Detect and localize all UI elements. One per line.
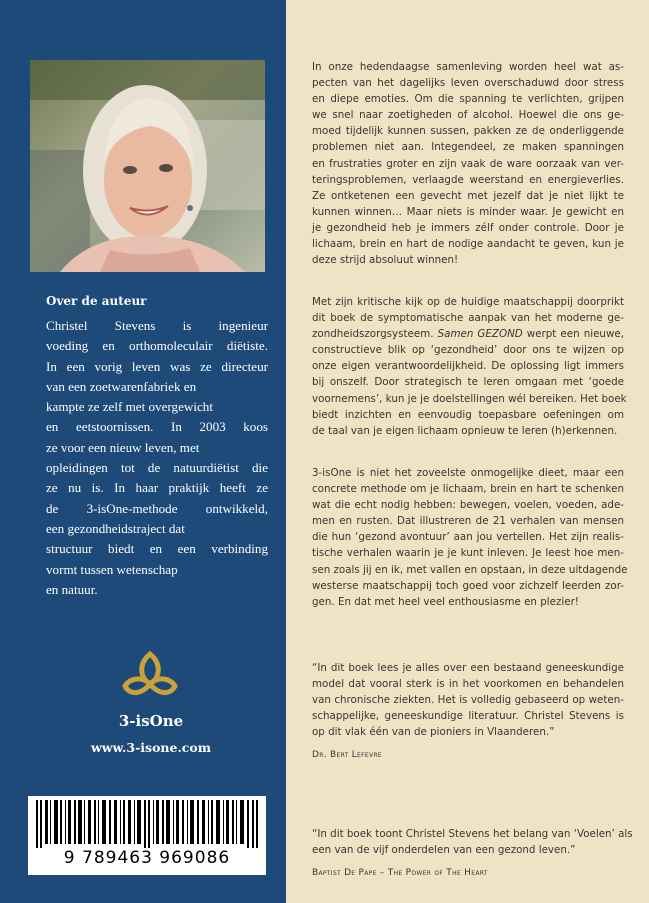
intro-paragraph	[312, 59, 624, 268]
brand-name: 3-isOne	[118, 712, 184, 730]
text-line: sen zoals jij en ik, met vallen en opstaan, in deze uitdagende	[312, 563, 628, 576]
quote-block	[312, 826, 633, 881]
text-line: de taal van je eigen lichaam opnieuw te leren (h)erkennen.	[312, 424, 618, 437]
about-line: vormt tussen wetenschap	[46, 561, 178, 577]
barcode	[28, 796, 266, 875]
website-link[interactable]: www.3-isone.com	[91, 740, 211, 755]
quote-line: van chronische ziekten. Het is volledig gebaseerd op weten-	[312, 694, 624, 707]
text-line: pecten van het dagelijks leven overschaduwd door stress	[312, 77, 624, 90]
text-line: moed tijdelijk kunnen sussen, pakken ze de onderliggende	[312, 125, 624, 138]
about-line: en natuur.	[46, 581, 98, 597]
quote-line: “In dit boek toont Christel Stevens het belang van ‘Voelen’ als	[312, 828, 633, 840]
about-line: een gezondheidstraject dat	[46, 520, 185, 536]
text-line: concrete methode om je lichaam, brein en hart te schenken	[312, 483, 624, 496]
quote-line: op dit vlak één van de pioniers in Vlaanderen.”	[312, 726, 555, 739]
text-line: onze eigen verantwoordelijkheid. De oplossing ligt immers	[312, 360, 624, 373]
quote-line: een van de vijf onderdelen van een gezond leven.”	[312, 844, 576, 857]
text-line: dit boek de symptomatische aanpak van het moderne ge-	[312, 312, 624, 325]
about-line: structuur biedt en een verbinding	[46, 541, 268, 557]
text-line: voornemens’, kun je je doelstellingen wél bereiken. Het boek	[312, 392, 627, 405]
text-line: bij onszelf. Door strategisch te leren omgaan met ‘goede	[312, 376, 624, 389]
method-paragraph	[312, 465, 628, 610]
about-line: voeding en orthomoleculair diëtiste.	[46, 338, 268, 354]
text-line: constructieve blik op ‘gezondheid’ door ons te wijzen op	[312, 344, 624, 357]
quote-line: model dat vooral sterk is in het voorkomen en behandelen	[312, 678, 624, 691]
quote-line: “In dit boek lees je alles over een bestaand geneeskundige	[312, 662, 624, 674]
quote-block	[312, 660, 624, 764]
text-segment: werpt een nieuwe,	[526, 328, 624, 341]
author-photo	[30, 60, 265, 272]
quote-attribution: Dr. Bert Lefevre	[312, 750, 382, 761]
text-line: Ze ontketenen een gevecht met jezelf dat je niet lijkt te	[312, 189, 624, 202]
about-line: ze nu is. In haar praktijk heeft ze	[46, 480, 268, 496]
text-line: men en rusten. Dat illustreren de 21 verhalen van mensen	[312, 515, 624, 528]
text-segment: zondheidszorgsysteem.	[312, 328, 434, 341]
about-line: opleidingen tot de natuurdiëtist die	[46, 460, 268, 476]
quote-attribution: Baptist De Pape – The Power of The Heart	[312, 868, 488, 879]
about-line: van een zoetwarenfabriek en	[46, 378, 197, 394]
text-line: tische verhalen waarin je je kunt inleven. Je leest hoe men-	[312, 547, 624, 560]
book-title: Samen GEZOND	[437, 328, 523, 341]
text-line: we snel naar zoetigheden of alcohol. Hoewel die ons ge-	[312, 109, 624, 122]
about-line: ze voor een nieuw leven, met	[46, 439, 200, 455]
text-line: lichaam, brein en hart de nodige aandacht te geven, kun je	[312, 238, 624, 251]
about-line: kampte ze zelf met overgewicht	[46, 399, 213, 415]
text-line: westerse maatschappij toch goed voor zichzelf leerden zor-	[312, 579, 624, 592]
three-is-one-logo	[120, 648, 180, 706]
text-line: 3-isOne is niet het zoveelste onmogelijke dieet, maar een	[312, 467, 624, 479]
isbn-number: 9 789463 969086	[63, 848, 231, 868]
text-line: die hun ‘gezond avontuur’ aan jou vertellen. Het zijn realis-	[312, 531, 624, 544]
about-line: Christel Stevens is ingenieur	[46, 318, 268, 333]
about-author-heading: Over de auteur	[46, 294, 147, 308]
text-line: teringsproblemen, verlaagde weerstand en energieverlies.	[312, 173, 624, 186]
text-line: je gezondheid heb je immers zélf onder controle. Door je	[312, 221, 624, 234]
text-line: gen. En dat met heel veel enthousiasme en plezier!	[312, 595, 579, 608]
about-line: en eetstoornissen. In 2003 koos	[46, 419, 268, 435]
about-line: In een vorig leven was ze directeur	[46, 358, 268, 374]
text-line: wat die echt nodig hebben: bewegen, voelen, voeden, ade-	[312, 499, 624, 512]
about-author-text	[46, 316, 268, 600]
barcode-bars	[36, 800, 258, 848]
critique-paragraph	[312, 294, 627, 439]
text-line: biedt inzichten en eenvoudig toepasbare oefeningen om	[312, 408, 624, 421]
text-line: problemen niet aan. Integendeel, ze maken spanningen	[312, 141, 624, 154]
about-line: de 3-isOne-methode ontwikkeld,	[46, 500, 268, 516]
text-line: Met zijn kritische kijk op de huidige maatschappij doorprikt	[312, 296, 624, 308]
text-line: en diepe emoties. Om die spanning te verlichten, grijpen	[312, 93, 624, 106]
quote-line: schappelijke, geneeskundige literatuur. Christel Stevens is	[312, 710, 624, 723]
text-line: deze strijd absoluut winnen!	[312, 254, 459, 267]
text-line	[312, 326, 624, 342]
text-line: In onze hedendaagse samenleving worden heel wat as-	[312, 61, 624, 73]
text-line: kunnen winnen… Maar niets is minder waar. Je gewicht en	[312, 205, 624, 218]
text-line: en frustraties groter en zijn vaak de ware oorzaak van ver-	[312, 157, 624, 170]
